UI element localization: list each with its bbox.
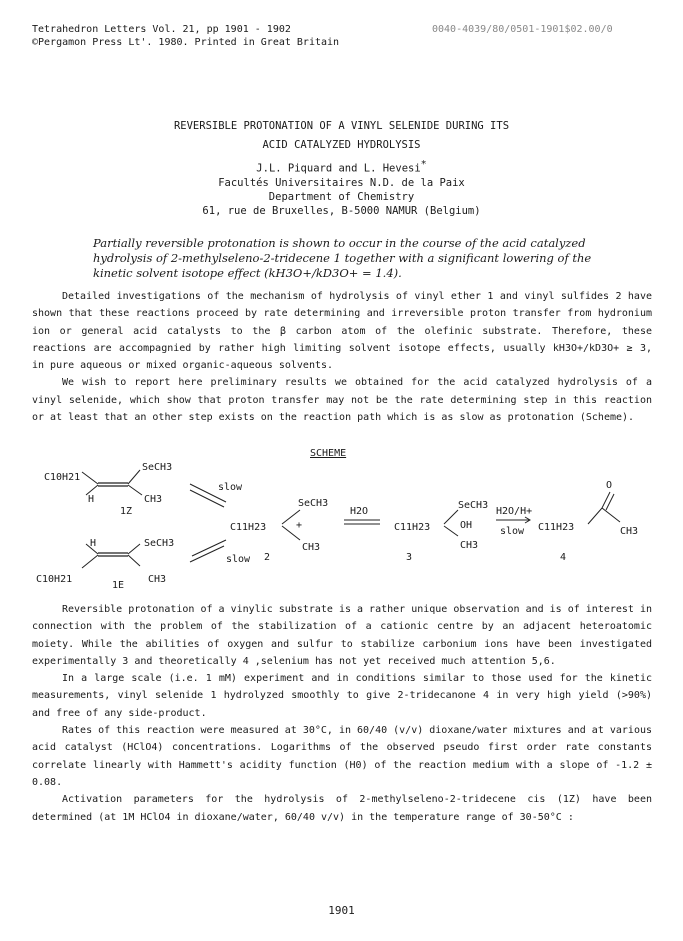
cation-sech3: SeCH3	[298, 498, 329, 509]
bond	[82, 555, 98, 568]
prod-o: O	[606, 480, 613, 491]
bond	[128, 544, 140, 554]
authors: J.L. Piquard and L. Hevesi*	[256, 159, 427, 175]
publisher-line: ©Pergamon Press Lt'. 1980. Printed in Great Britain	[32, 37, 340, 48]
abstract: Partially reversible protonation is shown to occur in the course of the acid catalyzed hydrolysis of 2-methylseleno-2-tridecene 1 together with a significant lowering of the kinetic solvent isotope effect (kH3O+/kD3O+ = 1.4).	[93, 236, 592, 280]
affiliation-line-3: 61, rue de Bruxelles, B-5000 NAMUR (Belgium)	[202, 205, 481, 217]
bond	[128, 555, 140, 566]
cation-plus: +	[296, 520, 303, 531]
intermediate-label: 3	[406, 552, 413, 563]
int-c11: C11H23	[394, 522, 431, 533]
bond	[606, 494, 614, 510]
int-ch3: CH3	[460, 540, 479, 551]
bot-sech3: SeCH3	[144, 538, 175, 549]
paragraph-2: We wish to report here preliminary results we obtained for the acid catalyzed hydrolysis of a vinyl selenide, which show that proton transfer may not be the rate determining step in this reaction or at least that an other step exists on the reaction path which is as slow as protonation (Scheme).	[32, 377, 652, 424]
cation-ch3: CH3	[302, 542, 321, 553]
bond	[128, 485, 142, 495]
top-ch3: CH3	[144, 494, 163, 505]
paragraph-5: Rates of this reaction were measured at 30°C, in 60/40 (v/v) dioxane/water mixtures and at various acid catalyst (HClO4) concentrations. Logarithms of the observed pseudo first order rate constants correlate linearly with Hammett's acidity function (H0) of the reaction medium with a slope of -1.2 ± 0.08.	[32, 725, 653, 788]
intro-text	[32, 288, 652, 426]
bond	[602, 492, 610, 508]
paragraph-6: Activation parameters for the hydrolysis of 2-methylseleno-2-tridecene cis (1Z) have been determined (at 1M HClO4 in dioxane/water, 60/40 v/v) in the temperature range of 30-50°C :	[32, 794, 652, 823]
reaction-scheme	[20, 462, 660, 602]
compound-1z-label: 1Z	[120, 506, 133, 517]
h2o-h-label: H2O/H+	[496, 506, 533, 517]
bot-r1: C10H21	[36, 574, 73, 585]
results-text	[32, 601, 652, 826]
prod-ch3: CH3	[620, 526, 639, 537]
slow-hydrolysis: slow	[500, 526, 525, 537]
paragraph-3: Reversible protonation of a vinylic substrate is a rather unique observation and is of interest in connection with the problem of the stabilization of a cationic centre by an adjacent heteroatomic moiety. While the abilities of oxygen and sulfur to stabilize carbonium ions have been investigated experimentally 3 and theoretically 4 ,selenium has not yet received much attention 5,6.	[32, 604, 653, 667]
h2o-label: H2O	[350, 506, 369, 517]
slow-top: slow	[218, 482, 243, 493]
int-oh: OH	[460, 520, 473, 531]
author-asterisk: *	[420, 159, 427, 170]
bond	[444, 526, 458, 536]
int-sech3: SeCH3	[458, 500, 489, 511]
bond	[602, 508, 620, 522]
paragraph-1: Detailed investigations of the mechanism of hydrolysis of vinyl ether 1 and vinyl sulfides 2 have shown that these reactions proceed by rate determining and irreversible proton transfer from hydronium ion or general acid catalysts to the β carbon atom of the olefinic substrate. Therefore, these reactions are accompagnied by rather high limiting solvent isotope effects, usually kH3O+/kD3O+ ≥ 3, in pure aqueous or mixed organic-aqueous solvents.	[32, 291, 652, 372]
affiliation-line-2: Department of Chemistry	[268, 191, 415, 203]
cation-label: 2	[264, 552, 271, 563]
slow-bottom: slow	[226, 554, 251, 565]
cation-c11: C11H23	[230, 522, 267, 533]
journal-line: Tetrahedron Letters Vol. 21, pp 1901 - 1902	[32, 24, 291, 35]
bot-h: H	[90, 538, 97, 549]
scheme-title: SCHEME	[310, 448, 347, 459]
product-label: 4	[560, 552, 567, 563]
bot-ch3: CH3	[148, 574, 167, 585]
top-r1: C10H21	[44, 472, 81, 483]
title-line-1: REVERSIBLE PROTONATION OF A VINYL SELENIDE DURING ITS	[173, 120, 510, 132]
top-sech3: SeCH3	[142, 462, 173, 473]
title-line-2: ACID CATALYZED HYDROLYSIS	[262, 139, 421, 151]
page-number: 1901	[328, 904, 355, 917]
bond	[82, 472, 98, 484]
prod-c11: C11H23	[538, 522, 575, 533]
article-code: 0040-4039/80/0501-1901$02.00/0	[432, 24, 613, 35]
compound-1e-label: 1E	[112, 580, 125, 591]
top-h: H	[88, 494, 95, 505]
bond	[444, 510, 458, 524]
affiliation-line-1: Facultés Universitaires N.D. de la Paix	[218, 177, 465, 189]
bond	[588, 508, 602, 524]
paragraph-4: In a large scale (i.e. 1 mM) experiment and in conditions similar to those used for the kinetic measurements, vinyl selenide 1 hydrolyzed smoothly to give 2-tridecanone 4 in very high yield (>90%) and free of any side-product.	[32, 673, 652, 719]
bond	[128, 470, 140, 484]
